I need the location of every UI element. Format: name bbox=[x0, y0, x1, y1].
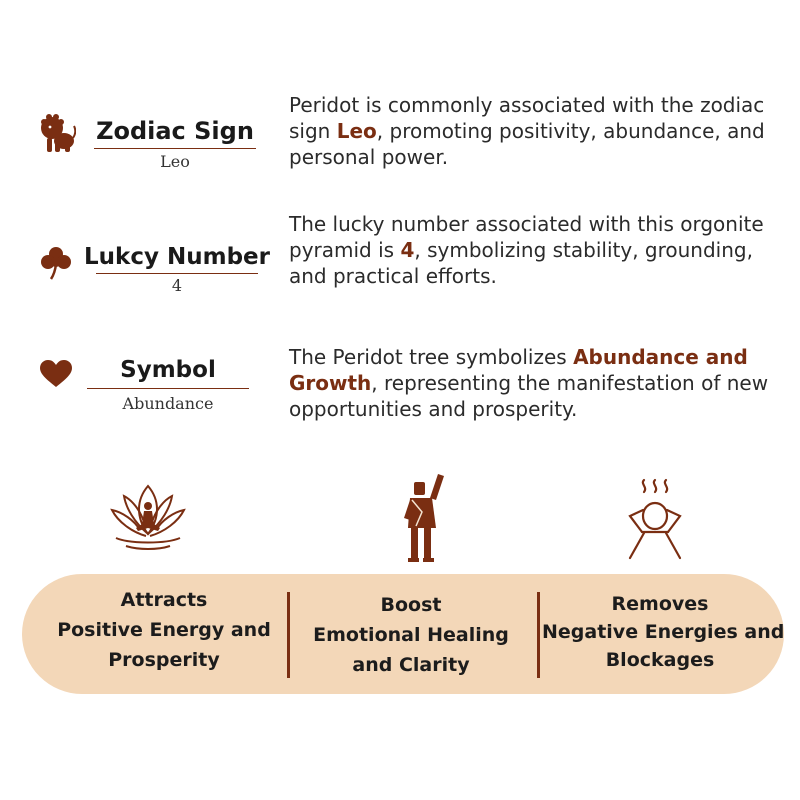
benefit-positive-energy bbox=[30, 585, 298, 675]
benefit-1-line1: Attracts bbox=[120, 589, 208, 611]
benefit-3-line2: Negative Energies and bbox=[542, 621, 785, 643]
lucky-number-divider bbox=[96, 273, 258, 274]
zodiac-desc-highlight: Leo bbox=[336, 119, 377, 143]
lion-icon bbox=[40, 114, 76, 154]
lucky-number-description bbox=[289, 211, 779, 289]
lucky-number-value: 4 bbox=[171, 276, 183, 295]
benefit-3-line1: Removes bbox=[611, 593, 709, 615]
clover-icon bbox=[40, 246, 72, 280]
raised-fist-figure-icon bbox=[402, 472, 450, 564]
zodiac-head bbox=[80, 116, 270, 171]
benefit-1-line2: Positive Energy and bbox=[57, 619, 271, 641]
symbol-value: Abundance bbox=[122, 394, 214, 413]
zodiac-desc-text-end: , promoting positivity, abundance, and personal power. bbox=[289, 119, 765, 169]
benefit-3-line3: Blockages bbox=[605, 649, 715, 671]
symbol-title: Symbol bbox=[120, 357, 216, 383]
symbol-desc-text: The Peridot tree symbolizes bbox=[289, 345, 574, 369]
zodiac-value: Leo bbox=[160, 152, 190, 171]
lucky-desc-highlight: 4 bbox=[400, 238, 415, 262]
zodiac-title: Zodiac Sign bbox=[96, 117, 254, 145]
lucky-number-title: Lukcy Number bbox=[84, 244, 270, 270]
lucky-number-head bbox=[78, 243, 276, 295]
zodiac-description bbox=[289, 92, 779, 170]
heart-icon bbox=[40, 360, 72, 388]
benefit-1-line3: Prosperity bbox=[108, 649, 220, 671]
benefit-emotional-healing bbox=[292, 590, 530, 680]
benefit-2-line2: Emotional Healing bbox=[313, 624, 509, 646]
symbol-divider bbox=[87, 388, 249, 389]
benefits-divider-2 bbox=[537, 592, 540, 678]
symbol-description bbox=[289, 344, 779, 422]
lotus-meditation-icon bbox=[106, 482, 190, 556]
symbol-desc-text-end: , representing the manifestation of new opportunities and prosperity. bbox=[289, 371, 769, 421]
symbol-head bbox=[87, 356, 249, 413]
symbol-desc-highlight: Abundance and Growth bbox=[289, 345, 748, 395]
zodiac-desc-text: Peridot is commonly associated with the zodiac sign bbox=[289, 93, 765, 143]
benefit-removes-negative bbox=[542, 590, 785, 674]
lucky-desc-text-end: , symbolizing stability, grounding, and practical efforts. bbox=[289, 238, 753, 288]
lucky-desc-text: The lucky number associated with this orgonite pyramid is bbox=[289, 212, 764, 262]
benefit-2-line1: Boost bbox=[380, 594, 442, 616]
stress-relief-head-icon bbox=[622, 478, 688, 560]
zodiac-divider bbox=[94, 148, 256, 149]
benefit-2-line3: and Clarity bbox=[352, 654, 470, 676]
